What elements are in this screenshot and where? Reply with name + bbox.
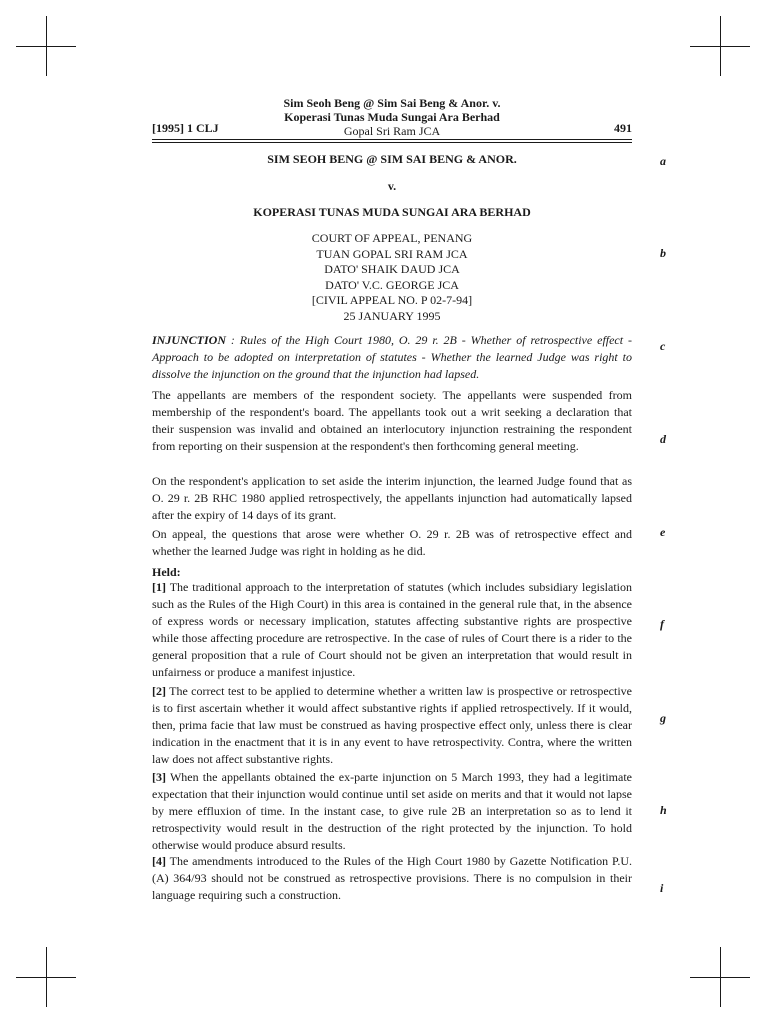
court-name: COURT OF APPEAL, PENANG xyxy=(311,231,473,245)
held-item-number: [1] xyxy=(152,580,166,594)
case-appellant: SIM SEOH BENG @ SIM SAI BENG & ANOR. xyxy=(267,152,517,166)
running-header xyxy=(152,96,632,138)
header-judge: Gopal Sri Ram JCA xyxy=(343,124,441,138)
decision-date: 25 JANUARY 1995 xyxy=(343,308,441,323)
margin-letter-g: g xyxy=(660,711,666,725)
held-item-text: The amendments introduced to the Rules of the High Court 1980 by Gazette Notification P.U. (A) 364/93 should not be construed as retrospective provisions. There is no compulsion in their language requiring such a construction. xyxy=(152,854,632,902)
held-item xyxy=(152,683,632,768)
catchwords-text: : Rules of the High Court 1980, O. 29 r. 2B - Whether of retrospective effect - Approach to be adopted on interpretation of statutes - Whether the learned Judge was right to dissolve the injunction on the ground that the injunction had lapsed. xyxy=(152,333,632,381)
case-versus: v. xyxy=(387,179,397,193)
appeal-number: [CIVIL APPEAL NO. P 02-7-94] xyxy=(311,293,473,307)
catchwords xyxy=(152,332,632,383)
crop-mark xyxy=(720,16,721,76)
margin-letter-d: d xyxy=(660,432,666,446)
crop-mark xyxy=(46,16,47,76)
held-label: Held: xyxy=(152,565,181,579)
crop-mark xyxy=(46,947,47,1007)
margin-letter-c: c xyxy=(660,339,666,353)
held-item-number: [4] xyxy=(152,854,166,868)
margin-letter-b: b xyxy=(660,246,666,260)
held-item xyxy=(152,579,632,681)
case-respondent: KOPERASI TUNAS MUDA SUNGAI ARA BERHAD xyxy=(253,205,531,219)
margin-letter-e: e xyxy=(660,525,666,539)
header-case-line-2: Koperasi Tunas Muda Sungai Ara Berhad xyxy=(284,110,500,124)
margin-letter-i: i xyxy=(660,881,664,895)
margin-letter-f: f xyxy=(660,617,664,631)
court-judge: TUAN GOPAL SRI RAM JCA xyxy=(316,246,468,261)
margin-letter-a: a xyxy=(660,154,666,168)
facts-paragraph: On the respondent's application to set aside the interim injunction, the learned Judge found that as O. 29 r. 2B RHC 1980 applied retrospectively, the appellants injunction had automatically lapsed after the expiry of 14 days of its grant. xyxy=(152,474,632,522)
held-item xyxy=(152,769,632,854)
held-item-text: When the appellants obtained the ex-parte injunction on 5 March 1993, they had a legitimate expectation that their injunction would continue until set aside on merits and that it would not lapse by mere effluxion of time. In the instant case, to give rule 2B an interpretation so as to lend it retrospectivity would result in the destruction of the right protected by the injunction. To hold otherwise would produce absurd results. xyxy=(152,770,632,852)
header-rule xyxy=(152,139,632,140)
held-item xyxy=(152,853,632,904)
facts-paragraph: The appellants are members of the respondent society. The appellants were suspended from membership of the respondent's board. The appellants took out a writ seeking a declaration that their suspension was invalid and obtained an interlocutory injunction restraining the respondent from reporting on their suspension at the respondent's then forthcoming general meeting. xyxy=(152,388,632,453)
held-item-number: [2] xyxy=(152,684,166,698)
held-item-number: [3] xyxy=(152,770,166,784)
court-judge: DATO' SHAIK DAUD JCA xyxy=(324,262,460,276)
header-case-line-1: Sim Seoh Beng @ Sim Sai Beng & Anor. v. xyxy=(283,96,501,110)
court-block xyxy=(152,231,632,324)
crop-mark xyxy=(720,947,721,1007)
header-citation: [1995] 1 CLJ xyxy=(152,121,219,135)
header-rule xyxy=(152,142,632,143)
facts-paragraph: On appeal, the questions that arose were whether O. 29 r. 2B was of retrospective effect and whether the learned Judge was right in holding as he did. xyxy=(152,527,632,558)
held-item-text: The traditional approach to the interpretation of statutes (which includes subsidiary legislation such as the Rules of the High Court) in this area is contained in the general rule that, in the absence of express words or necessary implication, statutes affecting substantive rights are prospective while those affecting procedure are retrospective. In the case of rules of Court there is a rider to the general proposition that a rule of Court should not be given an interpretation that would result in unfairness or produce a manifest injustice. xyxy=(152,580,632,679)
header-page-number: 491 xyxy=(614,121,632,135)
held-item-text: The correct test to be applied to determine whether a written law is prospective or retrospective is to first ascertain whether it would affect substantive rights if applied retrospectively. If it would, then, prima facie that law must be construed as having prospective effect only, unless there is clear indication in the enactment that it is in any event to have retrospectivity. Contra, where the written law does not affect substantive rights. xyxy=(152,684,632,766)
catchwords-label: INJUNCTION xyxy=(152,333,227,347)
margin-letter-h: h xyxy=(660,803,667,817)
court-judge: DATO' V.C. GEORGE JCA xyxy=(325,277,459,292)
